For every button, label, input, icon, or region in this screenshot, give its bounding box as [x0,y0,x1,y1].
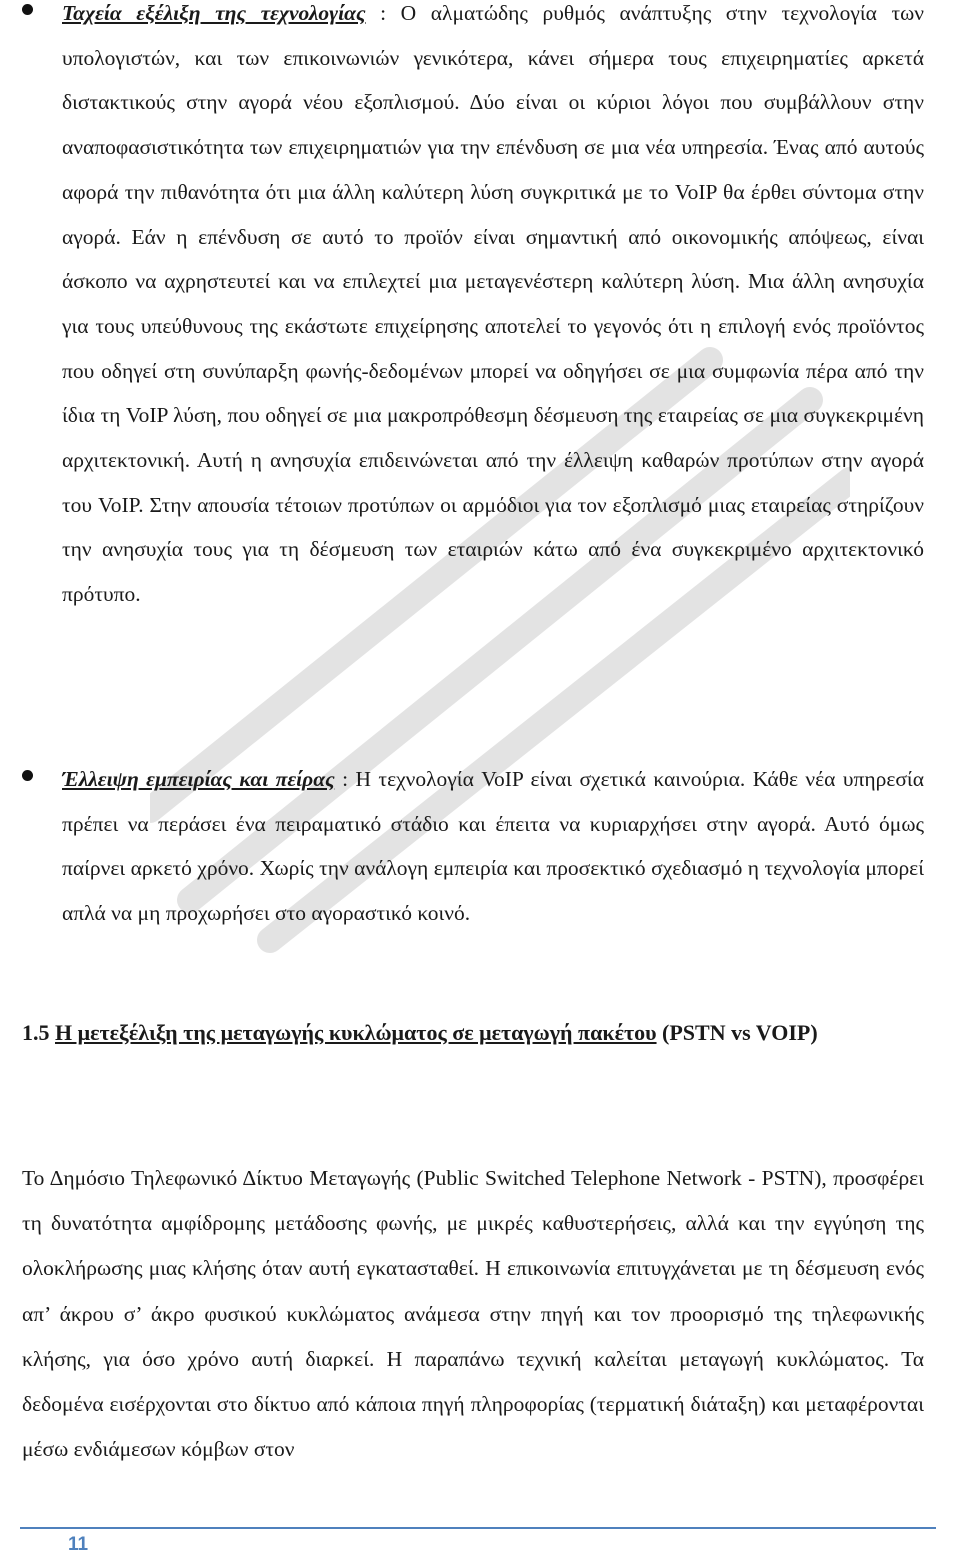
bullet-text: Ο αλματώδης ρυθμός ανάπτυξης στην τεχνολογία των υπολογιστών, και των επικοινωνιών γενικότερα, κάνει σήμερα τους επιχειρηματίες αρκετά διστακτικούς στην αγορά νέου εξοπλισμού. Δύο είναι οι κύριοι λόγοι που συμβάλλουν στην αναποφασιστικότητα των επιχειρηματιών για την επένδυση σε μια νέα υπηρεσία. Ένας από αυτούς αφορά την πιθανότητα ότι μια άλλη καλύτερη λύση συγκριτικά με το VoIP θα έρθει σύντομα στην αγορά. Εάν η επένδυση σε αυτό το προϊόν είναι σημαντική από οικονομικής απόψεως, είναι άσκοπο να αχρηστευτεί και να επιλεχτεί μια μεταγενέστερη καλύτερη λύση. Μια άλλη ανησυχία για τους υπεύθυνους της εκάστωτε επιχείρησης αποτελεί το γεγονός ότι η επιλογή ενός προϊόντος που οδηγεί στη συνύπαρξη φωνής-δεδομένων μπορεί να οδηγήσει σε μια συμφωνία πέρα από την ίδια τη VoIP λύση, που οδηγεί σε μια μακροπρόθεσμη δέσμευση της εταιρείας σε μια συγκεκριμένη αρχιτεκτονική. Αυτή η ανησυχία επιδεινώνεται από την έλλειψη καθαρών προτύπων στην αγορά του VoIP. Στην απουσία τέτοιων προτύπων οι αρμόδιοι για τον εξοπλισμό μιας εταιρείας στηρίζουν την ανησυχία τους για τη δέσμευση των εταιριών κάτω από ένα συγκεκριμένο αρχιτεκτονικό πρότυπο. [62,1,924,607]
bullet-text: Η τεχνολογία VoIP είναι σχετικά καινούρια. Κάθε νέα υπηρεσία πρέπει να περάσει ένα πειραματικό στάδιο και έπειτα να κυριαρχήσει στην αγορά. Αυτό όμως παίρνει αρκετό χρόνο. Χωρίς την ανάλογη εμπειρία και προσεκτικό σχεδιασμό η τεχνολογία μπορεί απλά να μη προχωρήσει στο αγοραστικό κοινό. [62,767,924,926]
bullet-separator: : [334,767,356,791]
bullet-term: Ταχεία εξέλιξη της τεχνολογίας [62,1,366,25]
body-paragraph: Το Δημόσιο Τηλεφωνικό Δίκτυο Μεταγωγής (Public Switched Telephone Network - PSTN), προσφέρει τη δυνατότητα αμφίδρομης μετάδοσης φωνής, με μικρές καθυστερήσεις, αλλά και την εγγύηση της ολοκλήρωσης μιας κλήσης όταν αυτή εγκατασταθεί. Η επικοινωνία επιτυγχάνεται με τη δέσμευση ενός απ’ άκρου σ’ άκρο φυσικού κυκλώματος ανάμεσα στην πηγή και τον προορισμό της τηλεφωνικής κλήσης, για όσο χρόνο αυτή διαρκεί. Η παραπάνω τεχνική καλείται μεταγωγή κυκλώματος. Τα δεδομένα εισέρχονται στο δίκτυο από κάποια πηγή πληροφορίας (τερματική διάταξη) και μεταφέρονται μέσω ενδιάμεσων κόμβων στον [22,1166,924,1462]
section-title-suffix: (PSTN vs VOIP) [656,1020,818,1045]
footer-divider [20,1527,936,1529]
bullet-separator: : [365,1,401,25]
bullet-dot-icon [22,770,33,781]
bullet-dot-icon [22,4,33,15]
section-heading [22,1014,902,1051]
bullet-item-lack-of-experience [62,757,924,936]
section-number: 1.5 [22,1020,50,1045]
bullet-term: Έλλειψη εμπειρίας και πείρας [62,767,335,791]
page-number: 11 [68,1534,89,1555]
section-title: Η μετεξέλιξη της μεταγωγής κυκλώματος σε μεταγωγή πακέτου [55,1020,657,1045]
bullet-item-rapid-technology [62,0,924,617]
